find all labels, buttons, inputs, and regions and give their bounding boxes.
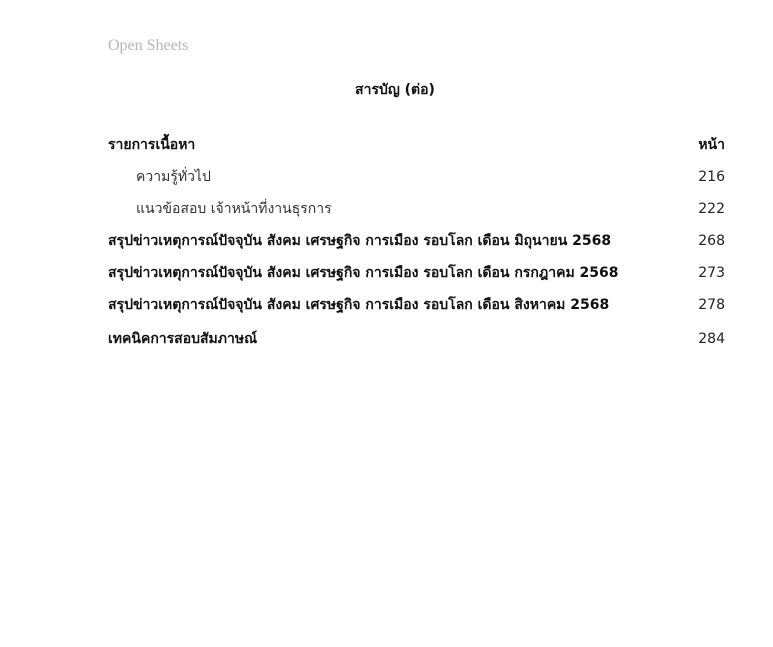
page-title: สารบัญ (ต่อ): [355, 82, 435, 98]
toc-column-page: หน้า: [698, 137, 725, 153]
toc-entry-label: แนวข้อสอบ เจ้าหน้าที่งานธุรการ: [136, 201, 332, 217]
toc-entry[interactable]: [108, 330, 725, 348]
toc-entry[interactable]: [108, 168, 725, 186]
brand-header: Open Sheets: [108, 37, 189, 54]
toc-entry-label: สรุปข่าวเหตุการณ์ปัจจุบัน สังคม เศรษฐกิจ การเมือง รอบโลก เดือน สิงหาคม 2568: [108, 297, 610, 313]
toc-entry[interactable]: [108, 296, 725, 314]
toc-entry-page: 284: [698, 331, 725, 347]
toc-entry[interactable]: [108, 264, 725, 282]
toc-entry-page: 268: [698, 233, 725, 249]
toc-header-row: [108, 136, 725, 154]
toc-entry-label: ความรู้ทั่วไป: [136, 169, 211, 185]
toc-entry-label: สรุปข่าวเหตุการณ์ปัจจุบัน สังคม เศรษฐกิจ การเมือง รอบโลก เดือน มิถุนายน 2568: [108, 233, 612, 249]
toc-entry-page: 273: [698, 265, 725, 281]
toc-entry-page: 216: [698, 169, 725, 185]
toc-entry-label: สรุปข่าวเหตุการณ์ปัจจุบัน สังคม เศรษฐกิจ การเมือง รอบโลก เดือน กรกฎาคม 2568: [108, 265, 619, 281]
toc-entry-page: 222: [698, 201, 725, 217]
toc-entry[interactable]: [108, 200, 725, 218]
toc-entry-page: 278: [698, 297, 725, 313]
toc-column-label: รายการเนื้อหา: [108, 137, 196, 153]
toc-entry[interactable]: [108, 232, 725, 250]
toc-entry-label: เทคนิคการสอบสัมภาษณ์: [108, 331, 258, 347]
